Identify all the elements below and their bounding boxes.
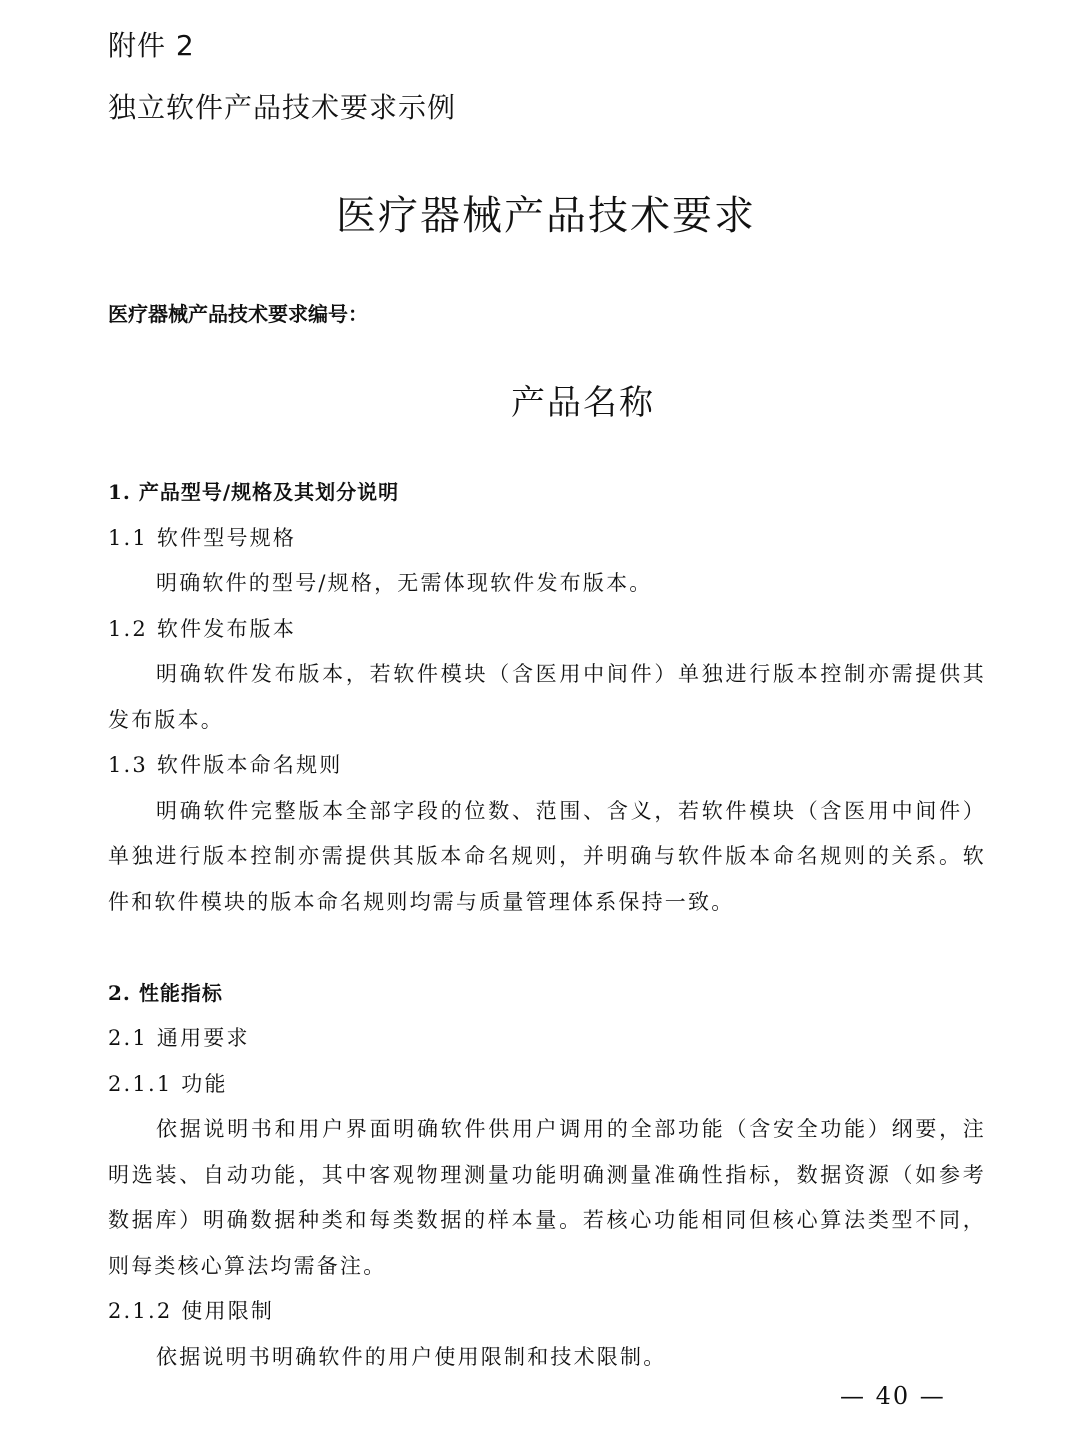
section-1-3-text: 明确软件完整版本全部字段的位数、范围、含义，若软件模块（含医用中间件）单独进行版本控制亦需提供其版本命名规则，并明确与软件版本命名规则的关系。软件和软件模块的版本命名规则均需与质量管理体系保持一致。 [108, 798, 986, 914]
section-2-heading: 2. 性能指标 [108, 980, 223, 1005]
section-1-heading: 1. 产品型号/规格及其划分说明 [108, 480, 400, 504]
section-1-2-heading: 1.2 软件发布版本 [108, 616, 297, 641]
section-2-1-heading: 2.1 通用要求 [108, 1026, 250, 1050]
document-subtitle: 独立软件产品技术要求示例 [108, 91, 457, 124]
section-2-1-2-text: 依据说明书明确软件的用户使用限制和技术限制。 [156, 1344, 667, 1369]
section-1-1-heading: 1.1 软件型号规格 [108, 525, 297, 550]
document-body [108, 470, 986, 1380]
section-2-1-2-heading: 2.1.2 使用限制 [108, 1299, 275, 1323]
section-1-3-heading: 1.3 软件版本命名规则 [108, 753, 343, 777]
section-2-1-1-text: 依据说明书和用户界面明确软件供用户调用的全部功能（含安全功能）纲要，注明选装、自动功能，其中客观物理测量功能明确测量准确性指标，数据资源（如参考数据库）明确数据种类和每类数据的样本量。若核心功能相同但核心算法类型不同，则每类核心算法均需备注。 [108, 1117, 986, 1278]
page-number: — 40 — [840, 1382, 946, 1410]
product-name: 产品名称 [511, 383, 655, 423]
section-1-2-text: 明确软件发布版本，若软件模块（含医用中间件）单独进行版本控制亦需提供其发布版本。 [108, 662, 986, 732]
section-2-1-1-heading: 2.1.1 功能 [108, 1071, 228, 1096]
section-1-1-text: 明确软件的型号/规格，无需体现软件发布版本。 [156, 571, 653, 595]
requirement-number-label: 医疗器械产品技术要求编号： [108, 302, 368, 326]
document-title: 医疗器械产品技术要求 [336, 193, 756, 239]
attachment-label: 附件 2 [108, 29, 195, 62]
